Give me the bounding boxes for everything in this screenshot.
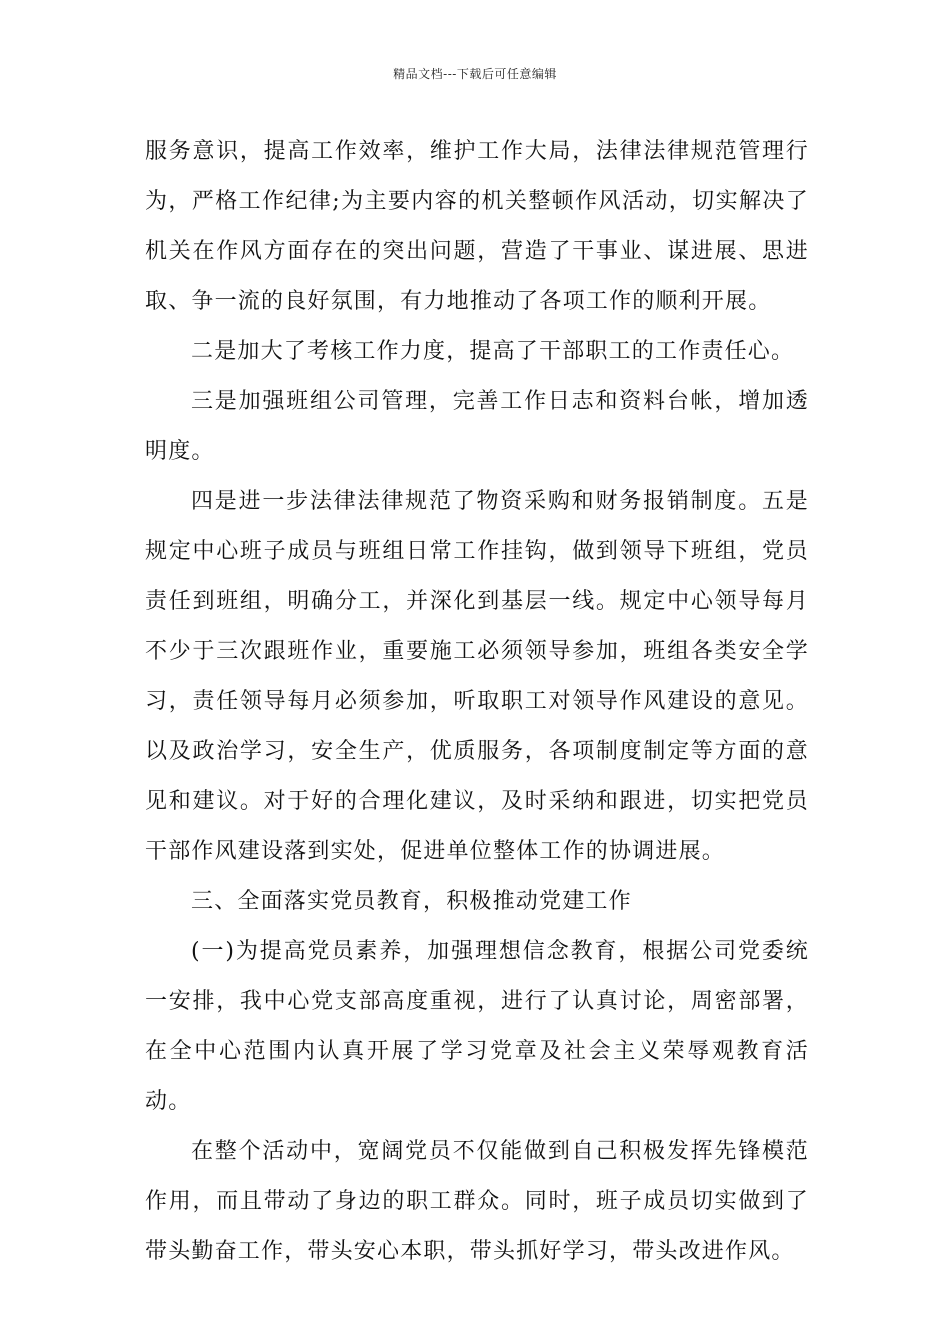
page-header: 精品文档---下载后可任意编辑	[393, 67, 557, 81]
paragraph-1: 服务意识，提高工作效率，维护工作大局，法律法律规范管理行为，严格工作纪律;为主要内容的机关整顿作风活动，切实解决了机关在作风方面存在的突出问题，营造了干事业、谋进展、思进取、争一流的良好氛围，有力地推动了各项工作的顺利开展。	[145, 139, 809, 314]
paragraph-7: 在整个活动中，宽阔党员不仅能做到自己积极发挥先锋模范作用，而且带动了身边的职工群众。同时，班子成员切实做到了带头勤奋工作，带头安心本职，带头抓好学习，带头改进作风。	[145, 1139, 809, 1264]
paragraph-3: 三是加强班组公司管理，完善工作日志和资料台帐，增加透明度。	[145, 389, 809, 464]
paragraph-4: 四是进一步法律法律规范了物资采购和财务报销制度。五是规定中心班子成员与班组日常工作挂钩，做到领导下班组，党员责任到班组，明确分工，并深化到基层一线。规定中心领导每月不少于三次跟班作业，重要施工必须领导参加，班组各类安全学习，责任领导每月必须参加，听取职工对领导作风建设的意见。以及政治学习，安全生产，优质服务，各项制度制定等方面的意见和建议。对于好的合理化建议，及时采纳和跟进，切实把党员干部作风建设落到实处，促进单位整体工作的协调进展。	[145, 489, 809, 864]
paragraph-2: 二是加大了考核工作力度，提高了干部职工的工作责任心。	[191, 339, 795, 364]
document-body	[145, 127, 809, 1277]
paragraph-6: (一)为提高党员素养，加强理想信念教育，根据公司党委统一安排，我中心党支部高度重视，进行了认真讨论，周密部署，在全中心范围内认真开展了学习党章及社会主义荣辱观教育活动。	[145, 939, 809, 1114]
section-heading: 三、全面落实党员教育，积极推动党建工作	[191, 889, 632, 914]
